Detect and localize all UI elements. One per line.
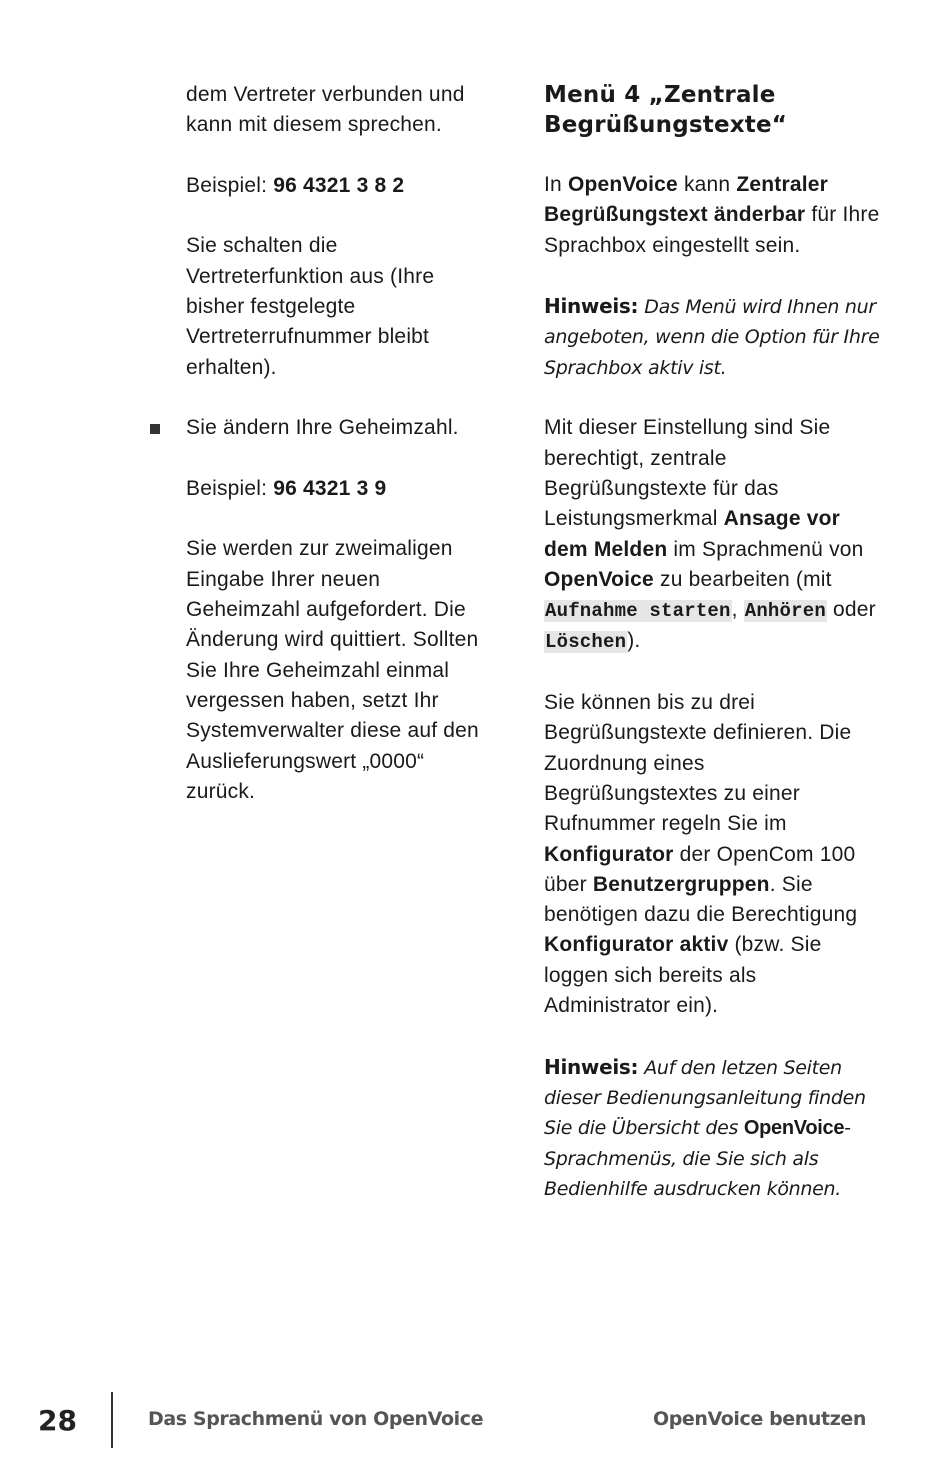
section-heading: Menü 4 „Zentrale Begrüßungstexte“: [544, 82, 788, 138]
bullet-square-icon: [150, 424, 160, 434]
bullet-item: [186, 413, 486, 443]
footer-divider: [111, 1392, 113, 1448]
brand-openvoice: OpenVoice: [544, 567, 654, 591]
softkey-listen: Anhören: [744, 600, 826, 623]
paragraph-define: Sie können bis zu drei Begrüßungstexte definieren. Die Zuordnung eines Begrüßungstextes zu einer Rufnummer regeln Sie im Konfigurator der OpenCom 100 über Benutzergruppen. Sie benötigen dazu die Berechtigung Konfigurator aktiv (bzw. Sie loggen sich bereits als Administrator ein).: [544, 691, 858, 1018]
softkey-delete: Löschen: [545, 631, 627, 654]
example-line-2: [186, 474, 486, 504]
example-label: Beispiel:: [186, 173, 274, 197]
brand-openvoice: OpenVoice: [743, 1117, 845, 1140]
note-1: [544, 291, 884, 383]
example-code: 96 4321 3 8 2: [273, 173, 405, 197]
option-name: Zentraler Begrüßungstext änderbar: [544, 173, 828, 227]
page-number: 28: [38, 1404, 77, 1437]
note-label: Hinweis:: [544, 1054, 639, 1079]
user-groups-term: Benutzergruppen: [592, 872, 770, 896]
paragraph-pin-change: Sie werden zur zweimaligen Eingabe Ihrer neuen Geheimzahl aufgefordert. Die Änderung wird quittiert. Sollten Sie Ihre Geheimzahl einmal vergessen haben, setzt Ihr Systemverwalter diese auf den Auslieferungswert „0000“ zurück.: [186, 537, 479, 803]
footer-chapter-title: Das Sprachmenü von OpenVoice: [148, 1408, 484, 1430]
paragraph-continuation: dem Vertreter verbunden und kann mit diesem sprechen.: [186, 83, 465, 137]
configurator-term: Konfigurator: [544, 842, 674, 866]
note-text: Das Menü wird Ihnen nur angeboten, wenn die Option für Ihre Sprachbox aktiv ist.: [544, 296, 880, 379]
example-line-1: [186, 171, 486, 201]
paragraph-settings: Mit dieser Einstellung sind Sie berechtigt, zentrale Begrüßungstexte für das Leistungsmerkmal Ansage vor dem Melden im Sprachmenü von OpenVoice zu bearbeiten (mit Aufnahme starten, Anhören oder Löschen).: [544, 416, 876, 654]
footer-section-title: OpenVoice benutzen: [652, 1408, 866, 1430]
example-label: Beispiel:: [186, 476, 274, 500]
paragraph-intro: In OpenVoice kann Zentraler Begrüßungstext änderbar für Ihre Sprachbox eingestellt sein.: [544, 173, 880, 257]
example-code: 96 4321 3 9: [273, 476, 387, 500]
page-footer: [0, 1392, 950, 1452]
left-column: [186, 80, 486, 837]
note-label: Hinweis:: [544, 294, 639, 319]
paragraph-substitute-off: Sie schalten die Vertreterfunktion aus (Ihre bisher festgelegte Vertreterrufnummer bleibt erhalten).: [186, 234, 435, 379]
right-column: [544, 80, 884, 1234]
softkey-record-start: Aufnahme starten: [545, 600, 731, 623]
note-2: Hinweis: Auf den letzen Seiten dieser Bedienungsanleitung finden Sie die Übersicht des OpenVoice-Sprachmenüs, die Sie sich als Bedienhilfe ausdrucken können.: [544, 1054, 866, 1200]
permission-term: Konfigurator aktiv: [544, 933, 729, 957]
feature-name: Ansage vor dem Melden: [544, 507, 841, 561]
bullet-text: Sie ändern Ihre Geheimzahl.: [186, 416, 459, 440]
brand-openvoice: OpenVoice: [567, 173, 678, 196]
